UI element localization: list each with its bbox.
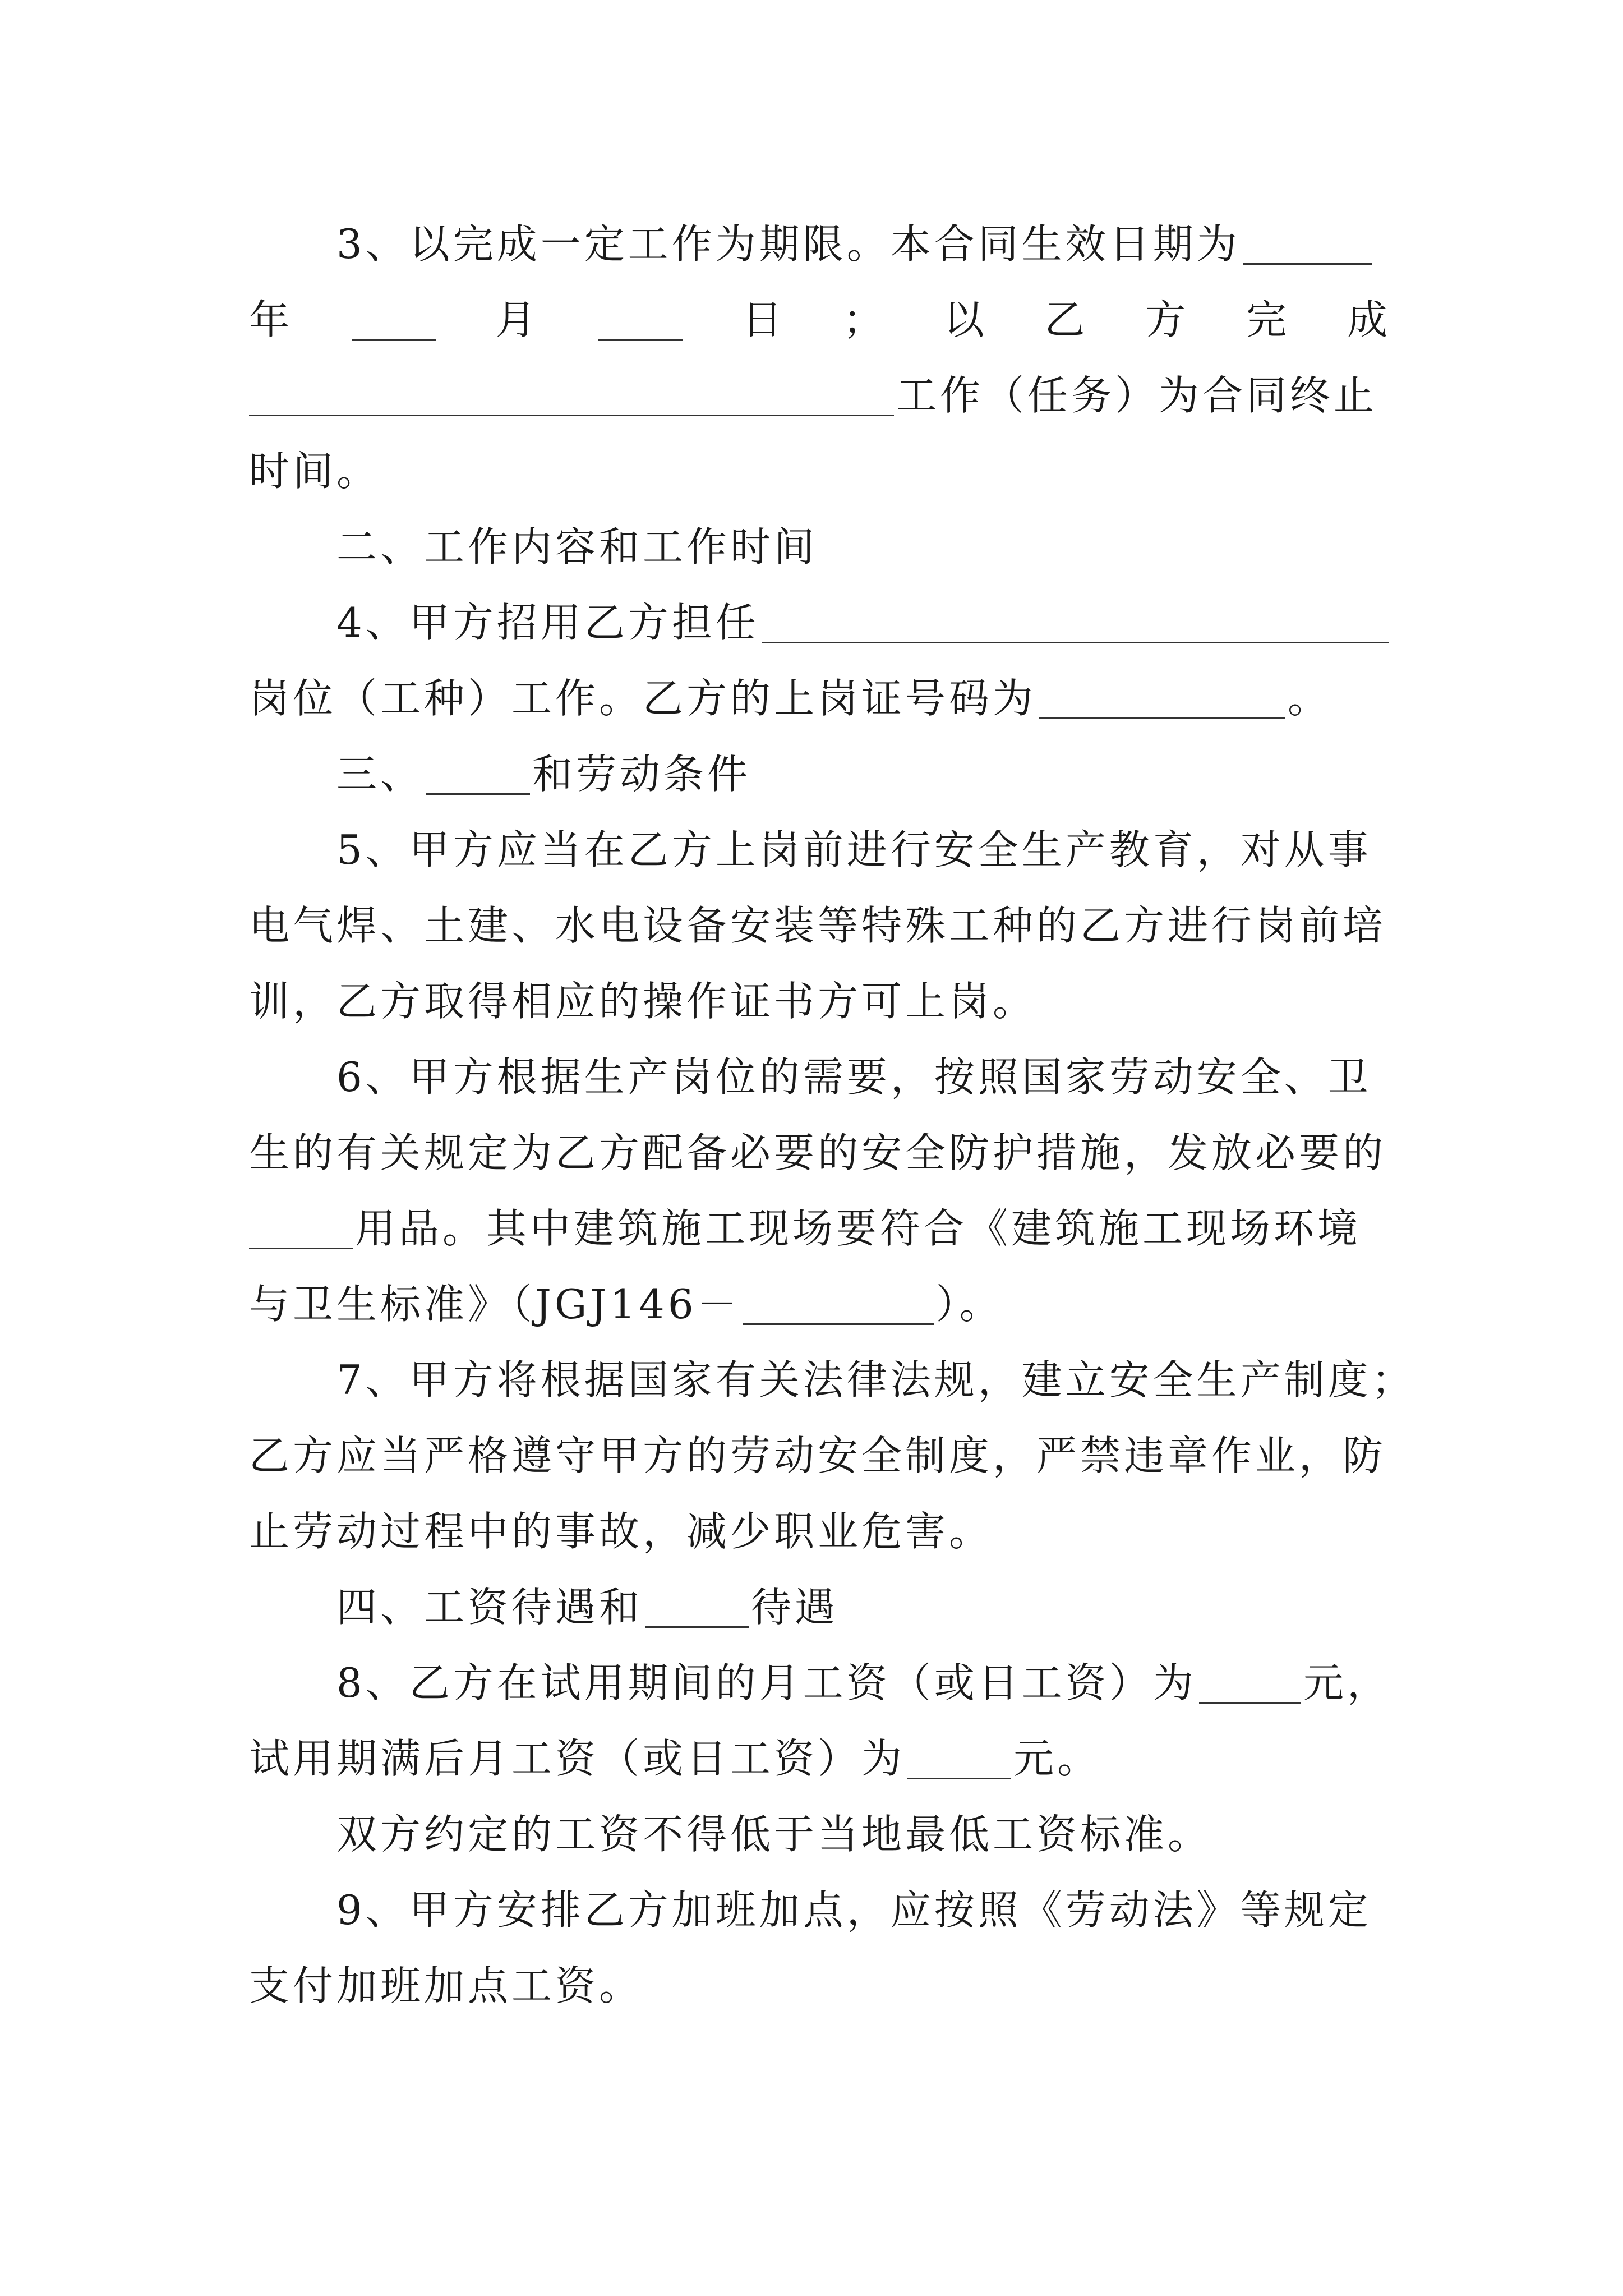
month-label: 月 (495, 296, 540, 343)
day-label: 日 (742, 296, 786, 343)
char: 乙 (1044, 296, 1089, 343)
section-4-heading (336, 1579, 1391, 1635)
position-blank (762, 602, 1389, 643)
clause-7-line-1 (336, 1352, 1415, 1408)
effective-date-blank (1243, 224, 1372, 265)
clause-7-text-1: 7、甲方将根据国家有关法律法规，建立安全生产制度； (336, 1356, 1415, 1404)
clause-9-line-1 (336, 1882, 1391, 1938)
clause-6-line-2 (249, 1125, 1391, 1181)
clause-4-line-2 (249, 670, 1391, 726)
clause-3-line-3 (249, 367, 1391, 424)
char: 以 (943, 296, 988, 343)
clause-3-line-2 (249, 292, 1391, 348)
clause-8-text-1: 8、乙方在试用期间的月工资（或日工资）为 (336, 1659, 1197, 1706)
section-4-title-a: 四、工资待遇和 (336, 1584, 643, 1631)
clause-7-text-2: 乙方应当严格遵守甲方的劳动安全制度，严禁违章作业，防 (249, 1432, 1387, 1479)
clause-7-line-3 (249, 1503, 1391, 1559)
clause-8-line-3 (336, 1806, 1391, 1862)
section-4-title-b: 待遇 (751, 1584, 839, 1631)
clause-3-line-1 (336, 216, 1391, 272)
char: 方 (1145, 296, 1189, 343)
semicolon: ； (842, 296, 887, 343)
section-3-heading (336, 746, 1391, 802)
section-3-blank (426, 754, 530, 795)
clause-5-line-3 (249, 973, 1391, 1029)
clause-6-text-3: 用品。其中建筑施工现场要符合《建筑施工现场环境 (355, 1205, 1362, 1252)
section-2-heading (336, 519, 1391, 575)
clause-7-line-2 (249, 1428, 1391, 1484)
clause-5-line-1 (336, 822, 1391, 878)
section-3-title: 和劳动条件 (532, 751, 751, 798)
yuan-label-1: 元， (1303, 1659, 1391, 1706)
task-blank (249, 375, 894, 416)
clause-5-text-2: 电气焊、土建、水电设备安装等特殊工种的乙方进行岗前培 (249, 902, 1387, 949)
clause-3-line-4 (249, 443, 1391, 499)
clause-3-text: 3、以完成一定工作为期限。本合同生效日期为 (336, 220, 1241, 268)
clause-8-line-1 (336, 1655, 1391, 1711)
clause-6-line-3 (249, 1200, 1391, 1257)
clause-9-text-1: 9、甲方安排乙方加班加点，应按照《劳动法》等规定 (336, 1887, 1372, 1934)
section-3-number: 三、 (336, 751, 425, 798)
clause-9-line-2 (249, 1958, 1391, 2014)
certificate-text: 岗位（工种）工作。乙方的上岗证号码为 (249, 675, 1037, 722)
supplies-blank (249, 1208, 353, 1249)
yuan-label-2: 元。 (1013, 1735, 1101, 1782)
char: 成 (1347, 296, 1391, 343)
char: 完 (1246, 296, 1290, 343)
probation-wage-blank (1199, 1663, 1301, 1704)
task-text: 工作（任务）为合同终止 (896, 372, 1378, 419)
section-4-blank (645, 1587, 749, 1628)
standard-year-blank (743, 1284, 934, 1325)
clause-9-text-2: 支付加班加点工资。 (249, 1962, 643, 2009)
certificate-blank (1039, 678, 1285, 719)
period: 。 (1288, 675, 1332, 722)
clause-5-text-3: 训，乙方取得相应的操作证书方可上岗。 (249, 978, 1037, 1025)
clause-6-text-4-end: ）。 (935, 1281, 1003, 1328)
minimum-wage-text: 双方约定的工资不得低于当地最低工资标准。 (336, 1811, 1212, 1858)
clause-6-line-4 (249, 1276, 1391, 1332)
end-time-text: 时间。 (249, 448, 381, 495)
clause-7-text-3: 止劳动过程中的事故，减少职业危害。 (249, 1508, 993, 1555)
clause-4-text: 4、甲方招用乙方担任 (336, 599, 759, 646)
clause-8-line-2 (249, 1731, 1391, 1787)
year-label: 年 (249, 296, 293, 343)
clause-6-line-1 (336, 1049, 1391, 1105)
clause-8-text-2: 试用期满后月工资（或日工资）为 (249, 1735, 906, 1782)
section-2-title: 二、工作内容和工作时间 (336, 523, 818, 570)
clause-6-text-1: 6、甲方根据生产岗位的需要，按照国家劳动安全、卫 (336, 1053, 1372, 1101)
clause-5-text-1: 5、甲方应当在乙方上岗前进行安全生产教育，对从事 (336, 826, 1372, 873)
regular-wage-blank (907, 1738, 1011, 1779)
clause-4-line-1 (336, 595, 1391, 651)
month-blank (598, 300, 683, 341)
year-blank (352, 300, 436, 341)
clause-6-text-4: 与卫生标准》（JGJ146－ (249, 1281, 741, 1328)
clause-6-text-2: 生的有关规定为乙方配备必要的安全防护措施，发放必要的 (249, 1129, 1387, 1176)
clause-5-line-2 (249, 898, 1391, 954)
